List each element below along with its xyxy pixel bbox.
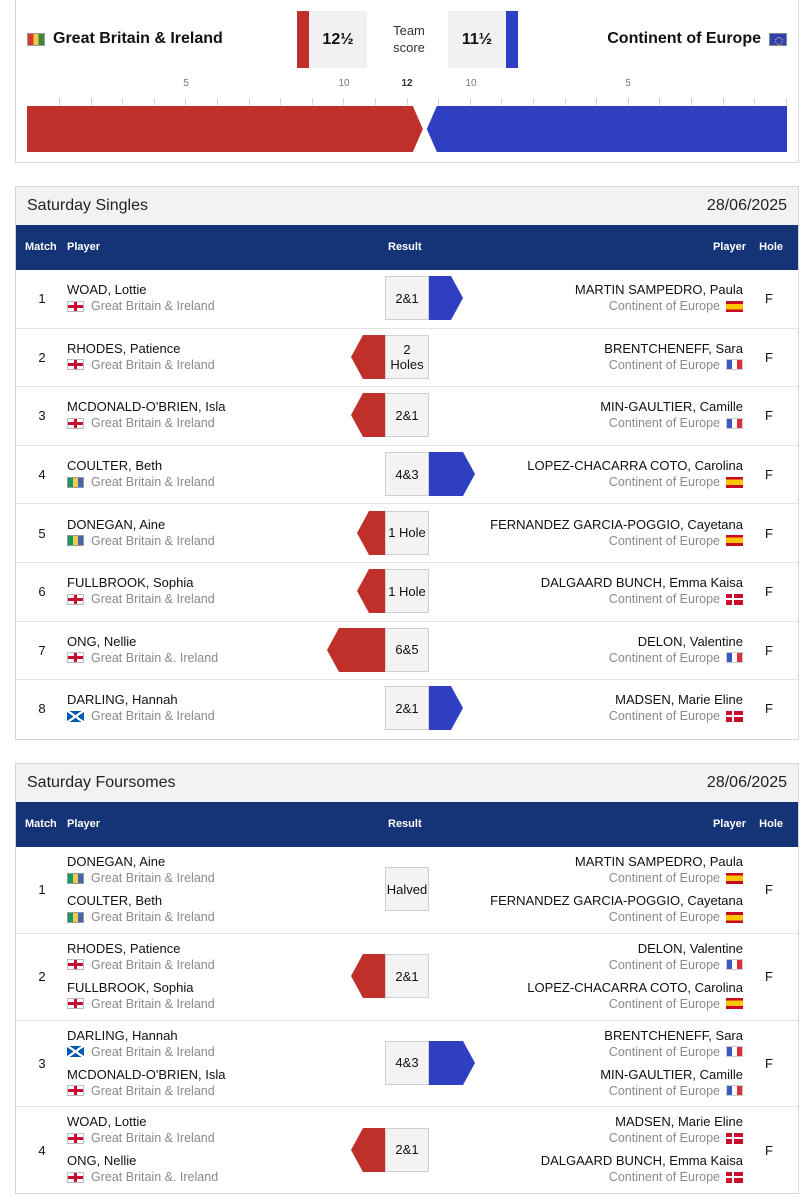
player-team [575,870,743,886]
tick-mark [59,98,60,105]
team-europe-name: Continent of Europe [607,30,761,47]
match-row[interactable] [16,270,798,329]
hole-value: F [765,882,773,898]
gbi-player[interactable] [67,575,215,607]
gbi-win-arrow [327,628,385,672]
result-box[interactable]: 4&3 [385,1041,429,1085]
gbi-player[interactable] [67,1067,226,1099]
player-team [609,957,743,973]
player-team-label: Continent of Europe [608,1131,720,1146]
match-row[interactable] [16,1021,798,1108]
eng-flag-icon [67,594,84,605]
player-team [67,1130,215,1146]
match-row[interactable] [16,680,798,739]
result-box[interactable]: 2&1 [385,954,429,998]
result-box[interactable]: 2&1 [385,686,429,730]
tick-mark [754,98,755,105]
player-name[interactable]: MCDONALD-O'BRIEN, Isla [67,399,226,415]
player-name[interactable]: LOPEZ-CHACARRA COTO, Carolina [527,458,743,474]
ire-flag-icon [67,912,84,923]
section-header [16,187,798,225]
player-team-label: Great Britain & Ireland [91,996,215,1011]
tick-label-midpoint: 12 [401,78,413,89]
player-name[interactable]: FERNANDEZ GARCIA-POGGIO, Cayetana [490,893,743,908]
tick-label: 10 [338,78,350,89]
player-name[interactable]: LOPEZ-CHACARRA COTO, Carolina [527,979,743,995]
gbi-player[interactable] [67,517,215,549]
player-team-label: Great Britain & Ireland [91,299,215,314]
europe-player[interactable] [604,341,743,373]
europe-player[interactable] [575,282,743,314]
tick-mark [249,98,250,105]
hole-value: F [765,408,773,424]
tick-label: 5 [183,78,189,89]
player-name[interactable]: BRENTCHENEFF, Sara [604,1027,743,1043]
ire-flag-icon [67,477,84,488]
player-team-label: Great Britain & Ireland [91,416,215,431]
player-team [67,357,215,373]
player-team-label: Great Britain & Ireland [91,592,215,607]
sco-flag-icon [67,1046,84,1057]
player-team [67,1083,226,1099]
player-team [541,1169,743,1185]
result-box[interactable]: Halved [385,867,429,911]
gbi-score-bar [27,106,423,152]
player-name[interactable]: DARLING, Hannah [67,692,178,708]
hole-value: F [765,969,773,985]
esp-flag-icon [726,998,743,1009]
hole-value: F [765,349,773,365]
match-number: 4 [38,467,46,483]
gbi-player[interactable] [67,1114,215,1146]
player-name[interactable]: MARTIN SAMPEDRO, Paula [574,282,743,298]
player-team-label: Continent of Europe [608,299,720,314]
col-player-left: Player [67,241,101,253]
player-team-label: Great Britain & Ireland [91,1044,215,1059]
player-team [67,909,215,925]
player-team-label: Great Britain & Ireland [91,357,215,372]
player-team-label: Great Britain & Ireland [91,910,215,924]
section-header [16,764,798,802]
ire-flag-icon [67,873,84,884]
tick-mark [723,98,724,105]
gbi-win-arrow [357,511,385,555]
team-gbi-name: Great Britain & Ireland [53,30,223,47]
player-name[interactable]: MIN-GAULTIER, Camille [600,1066,743,1082]
gbi-win-arrow [351,1128,385,1172]
match-number: 3 [38,1055,46,1071]
player-team-label: Great Britain & Ireland [91,1131,215,1146]
player-team [527,474,743,490]
gbi-player[interactable] [67,399,226,431]
team-scoreboard [15,0,799,163]
europe-player[interactable] [609,1114,743,1146]
player-team [609,708,743,724]
match-number: 7 [38,642,46,658]
section-saturday-singles [15,186,799,740]
player-team [604,357,743,373]
tick-mark [343,98,344,105]
gbi-player[interactable] [67,893,215,925]
player-team [541,591,743,607]
player-team [600,1083,743,1099]
tick-mark [185,98,186,105]
result-box[interactable]: 2&1 [385,393,429,437]
score-scale [16,78,800,104]
europe-player[interactable] [527,980,743,1012]
gbi-player[interactable] [67,1028,215,1060]
player-team-label: Continent of Europe [608,416,720,431]
player-name[interactable]: DELON, Valentine [637,940,743,956]
match-number: 5 [38,525,46,541]
player-name[interactable]: DONEGAN, Aine [67,854,166,869]
col-result: Result [388,241,422,253]
player-team [600,415,743,431]
player-team-label: Continent of Europe [608,957,720,972]
col-player-left: Player [67,818,101,830]
player-team-label: Continent of Europe [608,1044,720,1059]
match-number: 1 [38,291,46,307]
player-name[interactable]: WOAD, Lottie [67,282,147,298]
section-date: 28/06/2025 [706,774,787,791]
europe-player[interactable] [575,854,743,886]
player-name[interactable]: RHODES, Patience [67,940,181,956]
europe-score: 11½ [448,11,518,68]
player-team [67,298,215,314]
col-hole: Hole [759,818,783,830]
match-list [16,270,798,739]
gbi-player[interactable] [67,458,215,490]
esp-flag-icon [726,912,743,923]
team-gbi[interactable] [27,30,223,48]
gbi-player[interactable] [67,854,215,886]
player-team-label: Continent of Europe [608,910,720,924]
hole-value: F [765,642,773,658]
hole-value: F [765,1055,773,1071]
player-team [67,957,215,973]
player-team [67,533,215,549]
player-team-label: Continent of Europe [608,533,720,548]
col-player-right: Player [712,818,746,830]
player-team-label: Great Britain & Ireland [91,957,215,972]
player-team-label: Continent of Europe [608,475,720,490]
gbi-player[interactable] [67,1153,218,1185]
hole-value: F [765,525,773,541]
hole-value: F [765,701,773,717]
player-team-label: Continent of Europe [608,592,720,607]
player-team-label: Continent of Europe [608,1170,720,1185]
result-box[interactable]: 1 Hole [385,569,429,613]
tick-mark [628,98,629,105]
match-row[interactable] [16,387,798,446]
result-box[interactable]: 4&3 [385,452,429,496]
section-saturday-foursomes [15,763,799,1194]
match-row[interactable] [16,934,798,1021]
ire-flag-icon [67,535,84,546]
result-box[interactable]: 2&1 [385,276,429,320]
match-number: 8 [38,701,46,717]
player-team [67,708,215,724]
tick-mark [312,98,313,105]
europe-player[interactable] [609,941,743,973]
eu-flag-icon [769,33,787,46]
hole-value: F [765,467,773,483]
col-result: Result [388,818,422,830]
europe-win-arrow [429,276,463,320]
col-hole: Hole [759,241,783,253]
player-team [67,996,215,1012]
tick-mark [470,98,471,105]
eng-flag-icon [67,998,84,1009]
match-number: 1 [38,882,46,898]
team-score-label [382,22,436,56]
player-name[interactable]: DALGAARD BUNCH, Emma Kaisa [540,1153,743,1169]
player-name[interactable]: BRENTCHENEFF, Sara [604,340,743,356]
tick-mark [154,98,155,105]
gbi-player[interactable] [67,634,218,666]
tick-mark [438,98,439,105]
player-name[interactable]: DALGAARD BUNCH, Emma Kaisa [540,575,743,591]
col-match: Match [25,818,57,830]
player-team-label: Great Britain &. Ireland [91,1170,219,1185]
tick-label: 5 [625,78,631,89]
player-team [609,1130,743,1146]
player-name[interactable]: MADSEN, Marie Eline [615,1114,743,1130]
europe-player[interactable] [527,458,743,490]
match-number: 4 [38,1142,46,1158]
tick-mark [786,98,787,105]
hole-value: F [765,1142,773,1158]
player-name[interactable]: MARTIN SAMPEDRO, Paula [574,854,743,869]
tick-mark [565,98,566,105]
player-team [490,909,743,925]
player-name[interactable]: MADSEN, Marie Eline [615,692,743,708]
match-number: 6 [38,584,46,600]
tick-label: 10 [465,78,477,89]
team-europe[interactable] [607,30,787,48]
europe-player[interactable] [490,893,743,925]
europe-win-arrow [429,686,463,730]
match-number: 2 [38,349,46,365]
gbi-win-arrow [351,393,385,437]
gbi-player[interactable] [67,341,215,373]
tick-mark [375,98,376,105]
player-team [67,650,218,666]
eng-flag-icon [67,1085,84,1096]
gbi-player[interactable] [67,941,215,973]
hole-value: F [765,291,773,307]
player-name[interactable]: DELON, Valentine [637,633,743,649]
gbi-player[interactable] [67,980,215,1012]
player-name[interactable]: DONEGAN, Aine [67,516,166,532]
player-team [604,1044,743,1060]
result-box[interactable]: 2 Holes [385,335,429,379]
eng-flag-icon [67,1172,84,1183]
gbi-score: 12½ [297,11,367,68]
player-team-label: Continent of Europe [608,996,720,1011]
player-name[interactable]: ONG, Nellie [67,1153,137,1169]
player-team [67,591,215,607]
player-team [67,1044,215,1060]
player-team [490,533,743,549]
europe-win-arrow [429,452,475,496]
player-name[interactable]: RHODES, Patience [67,340,181,356]
gbi-win-arrow [357,569,385,613]
tick-mark [91,98,92,105]
team-score-label-line1: Team [393,23,425,38]
tick-mark [533,98,534,105]
europe-score-bar [427,106,787,152]
europe-player[interactable] [609,634,743,666]
section-title: Saturday Foursomes [27,774,176,791]
europe-player[interactable] [541,1153,743,1185]
player-name[interactable]: COULTER, Beth [67,893,163,908]
result-box[interactable]: 1 Hole [385,511,429,555]
match-list [16,847,798,1194]
europe-player[interactable] [604,1028,743,1060]
match-row[interactable] [16,446,798,505]
gbi-player[interactable] [67,692,215,724]
eng-flag-icon [67,652,84,663]
table-header [16,225,798,270]
match-row[interactable] [16,563,798,622]
eng-flag-icon [67,359,84,370]
eng-flag-icon [67,1133,84,1144]
fra-flag-icon [726,1085,743,1096]
match-row[interactable] [16,622,798,681]
europe-player[interactable] [600,1067,743,1099]
match-number: 3 [38,408,46,424]
match-row[interactable] [16,847,798,934]
gbi-win-arrow [351,335,385,379]
player-name[interactable]: FULLBROOK, Sophia [67,575,194,591]
player-team-label: Great Britain &. Ireland [91,650,219,665]
europe-player[interactable] [609,692,743,724]
match-row[interactable] [16,1107,798,1194]
player-name[interactable]: WOAD, Lottie [67,1114,147,1130]
tick-mark [280,98,281,105]
col-match: Match [25,241,57,253]
player-name[interactable]: MIN-GAULTIER, Camille [600,399,743,415]
score-bar [27,106,787,152]
player-name[interactable]: COULTER, Beth [67,458,163,474]
player-team [575,298,743,314]
europe-win-arrow [429,1041,475,1085]
gbi-player[interactable] [67,282,215,314]
eng-flag-icon [67,959,84,970]
player-team-label: Continent of Europe [608,709,720,724]
tick-mark [407,98,408,105]
europe-player[interactable] [490,517,743,549]
tick-mark [217,98,218,105]
player-name[interactable]: MCDONALD-O'BRIEN, Isla [67,1066,226,1082]
player-team [67,474,215,490]
match-row[interactable] [16,329,798,388]
player-name[interactable]: ONG, Nellie [67,633,137,649]
gbi-flag-icon [27,33,45,46]
player-team-label: Continent of Europe [608,357,720,372]
player-team-label: Great Britain & Ireland [91,475,215,490]
match-number: 2 [38,969,46,985]
tick-mark [691,98,692,105]
team-score-label-line2: score [393,40,425,55]
europe-player[interactable] [541,575,743,607]
player-team-label: Great Britain & Ireland [91,1083,215,1098]
tick-mark [501,98,502,105]
sco-flag-icon [67,711,84,722]
hole-value: F [765,584,773,600]
gbi-win-arrow [351,954,385,998]
table-header [16,802,798,847]
den-flag-icon [726,1172,743,1183]
col-player-right: Player [712,241,746,253]
player-team-label: Continent of Europe [608,650,720,665]
result-box[interactable]: 6&5 [385,628,429,672]
tick-mark [659,98,660,105]
eng-flag-icon [67,418,84,429]
player-team-label: Great Britain & Ireland [91,709,215,724]
player-team [67,415,226,431]
section-date: 28/06/2025 [706,197,787,214]
player-team-label: Continent of Europe [608,871,720,885]
player-team-label: Continent of Europe [608,1083,720,1098]
match-row[interactable] [16,504,798,563]
player-team-label: Great Britain & Ireland [91,533,215,548]
eng-flag-icon [67,301,84,312]
player-team [67,870,215,886]
player-name[interactable]: FERNANDEZ GARCIA-POGGIO, Cayetana [490,516,743,532]
section-title: Saturday Singles [27,197,148,214]
player-team [527,996,743,1012]
player-name[interactable]: DARLING, Hannah [67,1027,178,1043]
player-team [67,1169,218,1185]
europe-player[interactable] [600,399,743,431]
result-box[interactable]: 2&1 [385,1128,429,1172]
player-team-label: Great Britain & Ireland [91,871,215,885]
player-team [609,650,743,666]
tick-mark [596,98,597,105]
tick-mark [122,98,123,105]
player-name[interactable]: FULLBROOK, Sophia [67,979,194,995]
